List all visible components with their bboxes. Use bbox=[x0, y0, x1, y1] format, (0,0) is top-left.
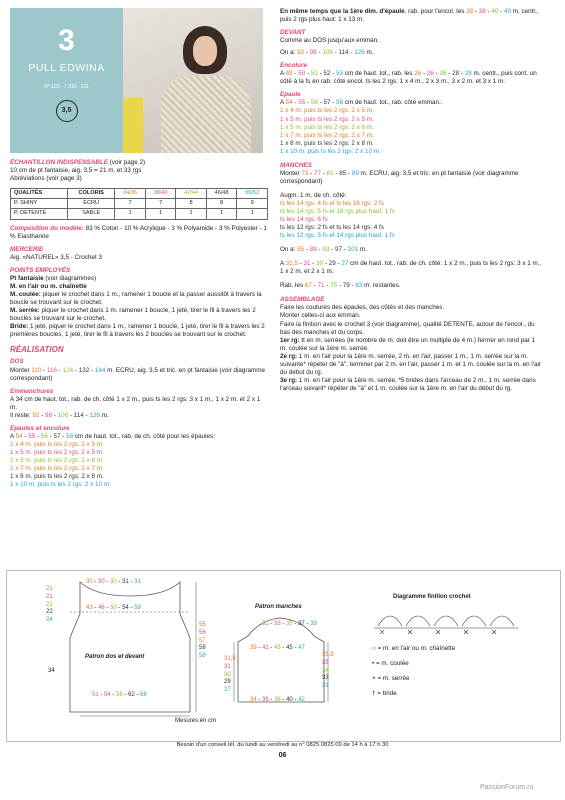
pattern-refs: N° 102 · 7 310 · 211 bbox=[44, 83, 89, 90]
legend-item bbox=[372, 671, 455, 686]
size-value: 73 bbox=[301, 169, 309, 177]
left-column: ÉCHANTILLON INDISPENSABLE (voir page 2) 10 cm de pt fantaisie, aig. 3,5 = 21 m. et 33 rgs Abréviations (voir page 3) QUALITÉS COLORIS 34/36 38/40 42/44 46/48 50/52 P. SHINY ECRU 7 7 8 8 9 P. DETENTE SABLE 1 1 1 1 1 Composition du modèle: 83 % Coton - 10 % Acrylique - 3 % Polyamide - 3 % Polyester - 1 % Elasthanne MERCERIE Aig. «NATUREL» 3,5 - Crochet 3 POINTS EMPLOYÉS Pt fantaisie (voir diagrammes) M. en l'air ou m. chaînette M. coulée: piquer le crochet dans 1 m., ramener 1 boucle et la passer aussitôt à travers la boucle se trouvant sur le crochet. M. serrée: piquer le crochet dans 1 m. ramener 1 boucle, 1 jeté, tirer le fil à travers les 2 boucles se trouvant sur le crochet. Bride: 1 jeté, piquer le crochet dans 1 m., ramener 1 boucle, 1 jeté, tirer le fil à travers les 2 premières boucles, 1 jeté, tirer le fil à travers les 2 boucles se trouvant sur le crochet. RÉALISATION DOS Monter 110 - 116 - 124 - 132 - 144 m. ECRU, aig. 3,5 et tric. en pt fantaisie (voir diagramme correspondant) Emmanchures A 34 cm de haut. tot., rab. de ch. côté 1 x 2 m., puis ts les 2 rgs: 3 x 1 m., 1 x 2 m. et 2 x 1 m. Il reste: 92 - 98 - 106 - 114 - 126 m. Epaules et encolure A 54 - 55 - 56 - 57 - 58 cm de haut. tot., rab. de ch. côté pour les épaules: 1 x 4 m. puis ts les 2 rgs: 2 x 5 m. 1 x 5 m. puis ts les 2 rgs: 2 x 5 m. 1 x 5 m. puis ts les 2 rgs: 2 x 6 m. 1 x 7 m. puis ts les 2 rgs: 2 x 7 m. 1 x 8 m. puis ts les 2 rgs: 2 x 8 m. 1 x 10 m. puis ts les 2 rgs: 2 x 10 m. bbox=[10, 159, 267, 489]
size-value: 92 bbox=[32, 411, 40, 419]
model-photo bbox=[123, 8, 263, 153]
pattern-name: PULL EDWINA bbox=[28, 62, 105, 75]
cell-value: 9 bbox=[237, 199, 268, 209]
size-line: ts les 12 rgs: 2 fs et ts les 14 rgs: 4 fs bbox=[280, 224, 384, 232]
size-value: 39 bbox=[250, 645, 257, 651]
size-value: 98 bbox=[45, 411, 53, 419]
echantillon-text: 10 cm de pt fantaisie, aig. 3,5 = 21 m. et 33 rgs bbox=[10, 167, 142, 175]
size-value: 54 bbox=[285, 99, 293, 107]
size-line: 1 x 8 m. puis ts les 2 rgs: 2 x 8 m. bbox=[10, 473, 104, 481]
same-time-label: En même temps que la 1ère dim. d'épaule bbox=[280, 8, 405, 15]
size-value: 85 bbox=[297, 246, 305, 254]
epaule-text: A bbox=[280, 99, 286, 107]
size-line: 1 x 5 m. puis ts les 2 rgs: 2 x 5 m. bbox=[10, 448, 104, 456]
size-line: ts les 14 rgs: 4 fs et ts les 16 rgs: 2 fs bbox=[280, 199, 384, 207]
sleeve-bottom-measure: 34 - 36 - 38 - 40 - 42 bbox=[250, 697, 305, 703]
measures-unit: Mesures en cm bbox=[175, 718, 217, 724]
crochet-legend bbox=[372, 641, 455, 701]
size-value: 24 bbox=[46, 617, 53, 624]
watermark: PassionForum.ru bbox=[480, 784, 534, 791]
size-value: 75 bbox=[330, 282, 338, 290]
size-value: 98 bbox=[309, 49, 317, 57]
size-line: 1 x 7 m. puis ts les 2 rgs: 2 x 7 m. bbox=[10, 465, 104, 473]
size-line: 1 x 4 m. puis ts les 2 rgs: 2 x 5 m. bbox=[10, 440, 104, 448]
footer-advice: Besoin d'un conseil tél. du lundi au vendredi au n° 0825 0825 09 de 14 h à 17 h 30 bbox=[176, 742, 389, 748]
cell-value: 7 bbox=[145, 199, 176, 209]
bride-label: Bride: bbox=[10, 323, 29, 331]
cell-color: ECRU bbox=[68, 199, 115, 209]
th-size: 46/48 bbox=[206, 189, 237, 199]
legend-item bbox=[372, 641, 455, 656]
size-value: 30 bbox=[224, 671, 231, 678]
th-size: 34/36 bbox=[115, 189, 146, 199]
row-label: 1er rg: bbox=[280, 336, 300, 344]
size-value: 30 bbox=[316, 260, 324, 268]
coulee-text: piquer le crochet dans 1 m., ramener 1 boucle et la passer aussitôt à travers la boucle se trouvant sur le crochet. bbox=[10, 290, 262, 306]
size-value: 45 bbox=[286, 645, 293, 651]
size-value: 56 bbox=[40, 432, 48, 440]
epaule-lines bbox=[280, 107, 542, 155]
photo-lemon bbox=[123, 98, 143, 153]
size-value: 55 bbox=[298, 99, 306, 107]
cell-value: 8 bbox=[176, 199, 207, 209]
th-size: 38/40 bbox=[145, 189, 176, 199]
assemblage-text: Faire la finition avec le crochet 3 (voir diagramme), qualité DETENTE, autour de l'encol., du bas des manches et du corps. bbox=[280, 320, 535, 336]
photo-sweater bbox=[161, 76, 251, 153]
encolure-text: m. centr., puis cont. un côté à la fs en rab. côté encol. ts les 2 rgs: 1 x 4 m., 2 x 3 m., 3 x 2 m. et 3 x 1 m. bbox=[280, 70, 537, 86]
yarn-table bbox=[10, 188, 268, 219]
table-row bbox=[11, 209, 268, 219]
size-value: 55 bbox=[199, 622, 206, 628]
sleeve-mid-measure: 39 - 41 - 43 - 45 - 47 bbox=[250, 645, 305, 651]
crochet-finish-chart bbox=[372, 604, 520, 634]
devant-text: Comme au DOS jusqu'aux emman. bbox=[280, 37, 379, 45]
size-value: 28 bbox=[464, 70, 472, 78]
size-value: 57 bbox=[323, 99, 331, 107]
emmanchures-text: m. bbox=[99, 411, 109, 419]
size-value: 52 bbox=[323, 70, 331, 78]
serree-text: piquer le crochet dans 1 m. ramener 1 boucle, 1 jeté, tirer le fil à travers les 2 boucles se trouvant sur le crochet. bbox=[10, 307, 256, 323]
size-value: 79 bbox=[342, 282, 350, 290]
size-value: 31 bbox=[322, 683, 329, 690]
cell-color: SABLE bbox=[68, 209, 115, 219]
size-value: 26 bbox=[439, 70, 447, 78]
size-value: 114 bbox=[73, 411, 84, 419]
size-value: 40 bbox=[503, 8, 511, 15]
dos-text: m. ECRU, aig. 3,5 et tric. en pt fantaisie (voir diagramme correspondant) bbox=[10, 366, 266, 382]
cell-value: 1 bbox=[176, 209, 207, 219]
size-value: 27 bbox=[224, 687, 231, 694]
size-line: 1 x 4 m. puis ts les 2 rgs: 2 x 5 m. bbox=[280, 107, 374, 115]
dos-title: DOS bbox=[10, 358, 24, 366]
size-value: 38 bbox=[274, 697, 281, 703]
size-value: 59 bbox=[134, 605, 141, 611]
pt-fantaisie-label: Pt fantaisie bbox=[10, 274, 44, 282]
sleeve-top-measure: 31 - 33 - 35 - 37 - 39 bbox=[262, 621, 317, 627]
size-line: 1 x 10 m. puis ts les 2 rgs: 2 x 10 m. bbox=[280, 147, 381, 155]
mercerie-title: MERCERIE bbox=[10, 245, 44, 253]
size-value: 46 bbox=[98, 605, 105, 611]
pattern-number: 3 bbox=[58, 24, 75, 57]
size-value: 85 bbox=[339, 169, 347, 177]
size-value: 29 bbox=[328, 260, 336, 268]
legend-text: = bride bbox=[377, 690, 397, 698]
size-value: 40 bbox=[286, 697, 293, 703]
manches-text: m. restantes. bbox=[362, 282, 401, 290]
th-qualites: QUALITÉS bbox=[11, 189, 68, 199]
epaules-text: A bbox=[10, 432, 16, 440]
realisation-title: RÉALISATION bbox=[10, 345, 64, 355]
same-time-text: , rab. pour l'encol. les bbox=[404, 8, 467, 15]
size-line: 1 x 5 m. puis ts les 2 rgs: 2 x 6 m. bbox=[10, 456, 104, 464]
size-value: 57 bbox=[199, 637, 206, 644]
size-value: 30 bbox=[110, 579, 117, 585]
encolure-text: cm de haut. tot., rab. les bbox=[343, 70, 415, 78]
size-value: 55 bbox=[28, 432, 36, 440]
row-text: 1 m. en l'air pour la 1ère m. serrée, 2 m. en l'air, passer 1 m., 1 m. serrée sur la m. suivante* répéter de "à", terminer par 2 m. en l'air, passer 1 m. et 1 m. coulée sur la m. en l'air du début du rg. bbox=[280, 352, 541, 376]
size-value: 58 bbox=[66, 432, 74, 440]
sleeve-pattern-title: Patron manches bbox=[255, 604, 302, 610]
sleeve-outline bbox=[238, 618, 324, 702]
devant-text: m. bbox=[364, 49, 374, 57]
size-line: ts les 14 rgs: 5 fs et 16 rgs plus haut: 1 fs bbox=[280, 207, 395, 215]
size-value: 83 bbox=[355, 282, 363, 290]
size-value: 33 bbox=[322, 675, 329, 682]
body-bottom-measure: 51 - 54 - 56 - 62 - 68 bbox=[92, 692, 147, 698]
size-value: 110 bbox=[31, 366, 42, 374]
size-value: 101 bbox=[347, 246, 359, 254]
devant-text: On a: bbox=[280, 49, 298, 57]
emmanchures-text: A 34 cm de haut. tot., rab. de ch. côté 1 x 2 m., puis ts les 2 rgs: 3 x 1 m., 1 x 2 m. et 2 x 1 m. bbox=[10, 395, 261, 411]
size-value: 22 bbox=[46, 601, 53, 608]
sleeve-left-measures bbox=[224, 656, 236, 695]
size-value: 108 bbox=[322, 49, 333, 57]
size-value: 58 bbox=[336, 99, 344, 107]
epaules-text: cm de haut. tot., rab. de ch. côté pour les épaules: bbox=[73, 432, 215, 440]
size-value: 93 bbox=[322, 246, 330, 254]
epaules-lines bbox=[10, 441, 268, 489]
sleeve-right-measures bbox=[322, 652, 334, 691]
size-value: 92 bbox=[297, 49, 305, 57]
size-value: 31 bbox=[122, 579, 129, 585]
size-line: ts les 12 rgs: 5 fs et 14 rgs plus haut: 1 fs bbox=[280, 232, 395, 240]
body-pattern-title: Patron dos et devant bbox=[85, 654, 145, 660]
size-value: 50 bbox=[110, 605, 117, 611]
serree-label: M. serrée: bbox=[10, 307, 40, 315]
size-value: 34 bbox=[250, 697, 257, 703]
size-value: 54 bbox=[104, 692, 111, 698]
size-value: 97 bbox=[335, 246, 343, 254]
size-value: 38 bbox=[466, 8, 474, 15]
size-value: 62 bbox=[128, 692, 135, 698]
size-value: 42 bbox=[298, 697, 305, 703]
chain-stitch-icon: ○ bbox=[372, 645, 376, 652]
size-value: 51 bbox=[92, 692, 99, 698]
table-row bbox=[11, 199, 268, 209]
manches-text: m. ECRU, aig. 3,5 et tric. en pt fantaisie (voir diagramme correspondant) bbox=[280, 169, 519, 185]
size-value: 126 bbox=[354, 49, 365, 57]
size-value: 124 bbox=[62, 366, 74, 374]
manches-text: Monter bbox=[280, 169, 302, 177]
cell-value: 1 bbox=[115, 209, 146, 219]
body-height-measure: 34 bbox=[48, 668, 55, 674]
size-value: 56 bbox=[116, 692, 123, 698]
cell-value: 7 bbox=[115, 199, 146, 209]
size-value: 132 bbox=[78, 366, 90, 374]
size-value: 106 bbox=[57, 411, 69, 419]
size-value: 56 bbox=[310, 99, 318, 107]
size-value: 144 bbox=[94, 366, 106, 374]
encolure-text: A bbox=[280, 70, 286, 78]
size-value: 30 bbox=[86, 579, 93, 585]
augm-lines bbox=[280, 200, 542, 240]
points-title: POINTS EMPLOYÉS bbox=[10, 266, 71, 274]
manches-text: Rab. les bbox=[280, 282, 305, 290]
size-value: 54 bbox=[122, 605, 129, 611]
row-text: tt en m. serrées (le nombre de m. doit être un multiple de 4 m.) fermer en rond par 1 m. coulée sur la 1ère m. serrée. bbox=[280, 336, 536, 352]
composition-title: Composition du modèle: bbox=[10, 224, 84, 232]
pt-fantaisie-text: (voir diagrammes) bbox=[43, 274, 97, 282]
size-value: 35,5 bbox=[322, 652, 334, 658]
assemblage-text: Faire les coutures des épaules, des côtés et des manches. bbox=[280, 304, 445, 312]
size-value: 35 bbox=[322, 659, 329, 666]
size-value: 51 bbox=[310, 70, 318, 78]
manches-text: m. bbox=[358, 246, 367, 254]
legend-item bbox=[372, 656, 455, 671]
cell-value: 1 bbox=[145, 209, 176, 219]
size-value: 89 bbox=[309, 246, 317, 254]
body-right-measures bbox=[199, 622, 206, 661]
epaule-text: cm de haut. tot., rab. côté emman.: bbox=[343, 99, 443, 107]
augm-text: Augm. 1 m. de ch. côté: bbox=[280, 191, 347, 199]
size-value: 126 bbox=[89, 411, 100, 419]
legend-text: = m. en l'air ou m. chaînette bbox=[377, 645, 456, 652]
crochet-stitch-row bbox=[374, 616, 518, 634]
manches-text: On a: bbox=[280, 246, 298, 254]
epaule-title: Epaule bbox=[280, 91, 301, 99]
body-top-measure: 30 - 30 - 30 - 31 - 31 bbox=[86, 579, 141, 585]
slip-stitch-icon: • bbox=[372, 660, 375, 668]
epaules-title: Epaules et encolure bbox=[10, 424, 70, 432]
body-mid-measure: 43 - 46 - 50 - 54 - 59 bbox=[86, 605, 141, 611]
size-value: 35 bbox=[286, 621, 293, 627]
size-value: 77 bbox=[313, 169, 321, 177]
body-schematic bbox=[40, 578, 210, 728]
mercerie-text: Aig. «NATUREL» 3,5 - Crochet 3 bbox=[10, 253, 102, 261]
size-value: 71 bbox=[317, 282, 325, 290]
legend-item bbox=[372, 686, 455, 701]
manches-text: cm de haut. tot., rab. de ch. côté: 1 x 2 m., puis ts les 2 rgs: 3 x 1 m., 1 x 2 m. et 2 x 1 m. bbox=[280, 260, 542, 276]
size-value: 37 bbox=[298, 621, 305, 627]
right-column: En même temps que la 1ère dim. d'épaule, rab. pour l'encol. les 38 - 38 - 40 - 40 m. centr., puis 2 rgs plus haut: 1 x 13 m. DEVANT Comme au DOS jusqu'aux emman. On a: 92 - 98 - 108 - 114 - 126 m. Encolure A 49 - 50 - 51 - 52 - 53 cm de haut. tot., rab. les 26 - 26 - 26 - 28 - 28 m. centr., puis cont. un côté à la fs en rab. côté encol. ts les 2 rgs: 1 x 4 m., 2 x 3 m., 3 x 2 m. et 3 x 1 m. Epaule A 54 - 55 - 56 - 57 - 58 cm de haut. tot., rab. côté emman.: 1 x 4 m. puis ts les 2 rgs: 2 x 5 m. 1 x 5 m. puis ts les 2 rgs: 2 x 5 m. 1 x 5 m. puis ts les 2 rgs: 2 x 6 m. 1 x 7 m. puis ts les 2 rgs: 2 x 7 m. 1 x 8 m. puis ts les 2 rgs: 2 x 8 m. 1 x 10 m. puis ts les 2 rgs: 2 x 10 m. MANCHES Monter 73 - 77 - 81 - 85 - 89 m. ECRU, aig. 3,5 et tric. en pt fantaisie (voir diagramme correspondant) Augm. 1 m. de ch. côté: ts les 14 rgs: 4 fs et ts les 16 rgs: 2 fs ts les 14 rgs: 5 fs et 16 rgs plus haut: 1 fs ts les 14 rgs: 6 fs ts les 12 rgs: 2 fs et ts les 14 rgs: 4 fs ts les 12 rgs: 5 fs et 14 rgs plus haut: 1 fs On a: 85 - 89 - 93 - 97 - 101 m. A 31,5 - 31 - 30 - 29 - 27 cm de haut. tot., rab. de ch. côté: 1 x 2 m., puis ts les 2 rgs: 3 x 1 m., 1 x 2 m. et 2 x 1 m. Rab. les 67 - 71 - 75 - 79 - 83 m. restantes. ASSEMBLAGE Faire les coutures des épaules, des côtés et des manches. Monter celles-ci aux emman. Faire la finition avec le crochet 3 (voir diagramme), qualité DETENTE, autour de l'encol., du bas des manches et du corps. 1er rg: tt en m. serrées (le nombre de m. doit être un multiple de 4 m.) fermer en rond par 1 m. coulée sur la 1ère m. serrée. 2e rg: 1 m. en l'air pour la 1ère m. serrée, 2 m. en l'air, passer 1 m., 1 m. serrée sur la m. suivante* répéter de "à", terminer par 2 m. en l'air, passer 1 m. et 1 m. coulée sur la m. en l'air du début du rg. 3e rg: 1 m. en l'air pour la 1ère m. serrée, *5 brides dans l'arceau de 2 m., 1 m. serrée dans l'arceau suivant* répéter de "à" et 1 m. coulée sur la 1ère m. en l'air du début du rg. bbox=[280, 8, 542, 392]
emmanchures-text: Il reste: bbox=[10, 411, 33, 419]
cell-value: 1 bbox=[206, 209, 237, 219]
size-value: 43 bbox=[86, 605, 93, 611]
abbreviations-ref: Abréviations (voir page 3) bbox=[10, 175, 82, 183]
same-time-text: m. centr., puis 2 rgs plus haut: 1 x 13 m. bbox=[280, 8, 539, 24]
size-value: 29 bbox=[224, 679, 231, 686]
size-line: 1 x 7 m. puis ts les 2 rgs: 2 x 7 m. bbox=[280, 131, 374, 139]
size-value: 33 bbox=[274, 621, 281, 627]
pattern-header-card bbox=[10, 8, 123, 153]
size-value: 34 bbox=[322, 667, 329, 674]
size-value: 58 bbox=[199, 645, 206, 652]
size-value: 38 bbox=[478, 8, 486, 15]
cell-value: 1 bbox=[237, 209, 268, 219]
size-value: 26 bbox=[414, 70, 422, 78]
size-value: 57 bbox=[53, 432, 61, 440]
size-value: 56 bbox=[199, 629, 206, 636]
size-value: 36 bbox=[262, 697, 269, 703]
size-value: 28 bbox=[452, 70, 460, 78]
row-label: 3e rg: bbox=[280, 376, 298, 384]
size-value: 67 bbox=[304, 282, 312, 290]
size-value: 22 bbox=[46, 609, 53, 616]
size-value: 68 bbox=[140, 692, 147, 698]
th-colors: COLORIS bbox=[68, 189, 115, 199]
double-crochet-icon: † bbox=[372, 690, 376, 698]
row-label: 2e rg: bbox=[280, 352, 298, 360]
manches-text: A bbox=[280, 260, 286, 268]
echantillon-ref: (voir page 2) bbox=[109, 159, 146, 166]
size-line: 1 x 10 m. puis ts les 2 rgs: 2 x 10 m. bbox=[10, 481, 111, 489]
size-value: 116 bbox=[47, 366, 58, 374]
size-value: 27 bbox=[341, 260, 349, 268]
size-value: 31,5 bbox=[224, 656, 236, 662]
size-value: 43 bbox=[274, 645, 281, 651]
cell-value: 8 bbox=[206, 199, 237, 209]
row-text: 1 m. en l'air pour la 1ère m. serrée, *5 brides dans l'arceau de 2 m., 1 m. serrée dans l'arceau suivant* répéter de "à" et 1 m. coulée sur la 1ère m. en l'air du début du rg. bbox=[280, 376, 536, 392]
size-value: 30 bbox=[98, 579, 105, 585]
bride-text: 1 jeté, piquer le crochet dans 1 m., ramener 1 boucle, 1 jeté, tirer le fil à travers les 2 premières boucles, 1 jeté, tirer le fil à travers les 2 boucles se trouvant sur le crochet. bbox=[10, 323, 265, 339]
single-crochet-icon: × bbox=[372, 675, 376, 683]
crochet-diagram-title: Diagramme finition crochet bbox=[393, 594, 471, 600]
size-value: 41 bbox=[262, 645, 269, 651]
page-number: 06 bbox=[278, 752, 287, 759]
size-value: 31 bbox=[303, 260, 311, 268]
needle-size: 3,5 bbox=[61, 107, 72, 115]
size-value: 47 bbox=[298, 645, 305, 651]
th-size: 50/52 bbox=[237, 189, 268, 199]
size-value: 31 bbox=[224, 663, 231, 670]
assemblage-text: Monter celles-ci aux emman. bbox=[280, 312, 361, 320]
assemblage-title: ASSEMBLAGE bbox=[280, 296, 325, 304]
coulee-label: M. coulée: bbox=[10, 290, 41, 298]
size-value: 31,5 bbox=[285, 260, 298, 268]
manches-title: MANCHES bbox=[280, 161, 312, 169]
th-size: 42/44 bbox=[176, 189, 207, 199]
size-value: 50 bbox=[298, 70, 306, 78]
photo-face bbox=[193, 36, 217, 66]
devant-title: DEVANT bbox=[280, 29, 306, 37]
size-line: ts les 14 rgs: 6 fs bbox=[280, 216, 328, 224]
needle-size-icon bbox=[56, 100, 78, 122]
encolure-title: Encolure bbox=[280, 62, 307, 70]
legend-text: = m. serrée bbox=[377, 675, 410, 683]
size-value: 31 bbox=[134, 579, 141, 585]
dos-text: Monter bbox=[10, 366, 32, 374]
size-value: 39 bbox=[310, 621, 317, 627]
size-value: 114 bbox=[338, 49, 349, 57]
body-left-measures bbox=[46, 586, 53, 625]
size-line: 1 x 5 m. puis ts les 2 rgs: 2 x 6 m. bbox=[280, 123, 374, 131]
size-value: 54 bbox=[15, 432, 23, 440]
echantillon-title: ÉCHANTILLON INDISPENSABLE bbox=[10, 159, 108, 166]
size-line: 1 x 5 m. puis ts les 2 rgs: 2 x 5 m. bbox=[280, 115, 374, 123]
size-value: 40 bbox=[491, 8, 499, 15]
cell-quality: P. SHINY bbox=[11, 199, 68, 209]
size-value: 59 bbox=[199, 653, 206, 660]
size-value: 21 bbox=[46, 593, 53, 600]
emmanchures-title: Emmanchures bbox=[10, 387, 54, 395]
size-value: 49 bbox=[285, 70, 293, 78]
size-value: 53 bbox=[336, 70, 344, 78]
size-line: 1 x 8 m. puis ts les 2 rgs: 2 x 8 m. bbox=[280, 139, 374, 147]
size-value: 21 bbox=[46, 586, 53, 592]
cell-quality: P. DETENTE bbox=[11, 209, 68, 219]
composition-text: 83 % Coton - 10 % Acrylique - 3 % Polyamide - 3 % Polyester - 1 % Elasthanne bbox=[10, 224, 267, 240]
size-value: 81 bbox=[326, 169, 334, 177]
legend-text: = m. coulée bbox=[375, 660, 409, 668]
size-value: 89 bbox=[351, 169, 359, 177]
size-value: 26 bbox=[426, 70, 434, 78]
chain-stitch: M. en l'air ou m. chaînette bbox=[10, 282, 87, 290]
size-value: 31 bbox=[262, 621, 269, 627]
